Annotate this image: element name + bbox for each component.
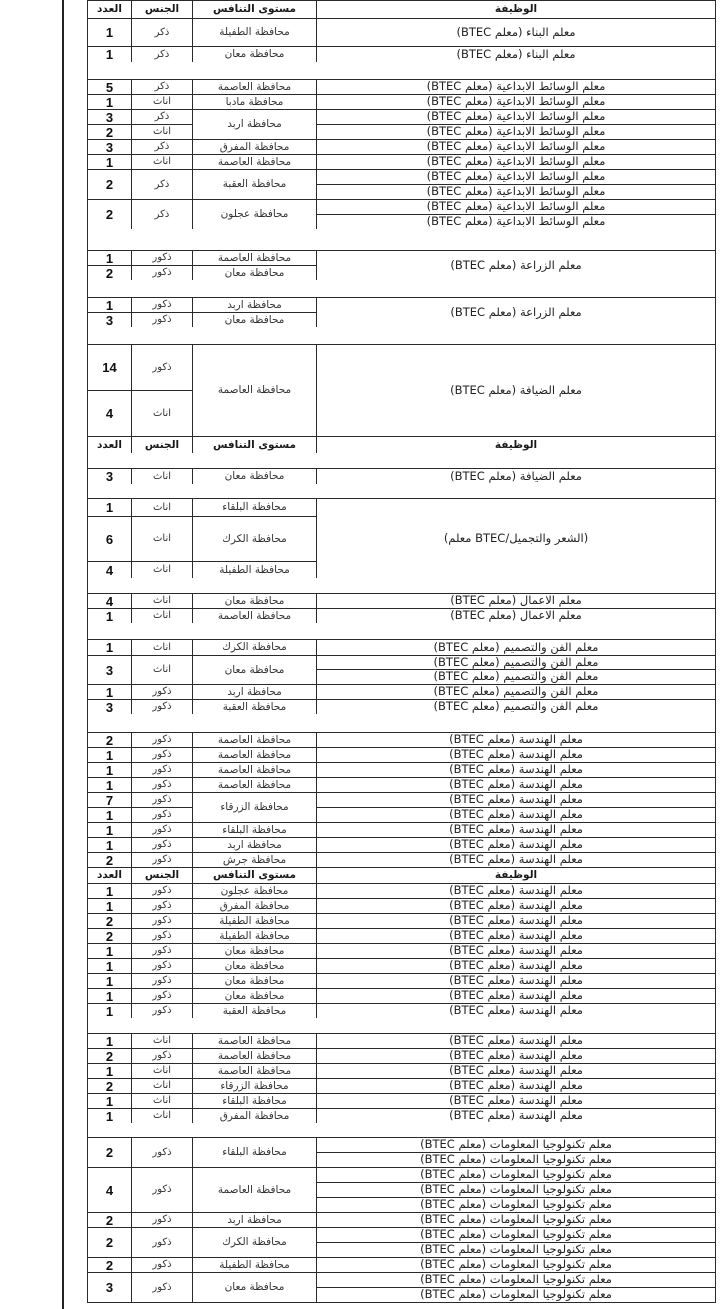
job-title-cell: معلم الهندسة (معلم BTEC) [316, 898, 716, 914]
gender-cell: ذكور [131, 747, 193, 763]
competition-level-cell: محافظة العاصمة [192, 732, 317, 748]
competition-level-cell: محافظة العاصمة [192, 154, 317, 170]
competition-level-cell: محافظة المفرق [192, 1108, 317, 1124]
gender-cell: ذكر [131, 199, 193, 230]
job-title-cell: معلم الهندسة (معلم BTEC) [316, 762, 716, 778]
job-title-cell: معلم الضيافة (معلم BTEC) [316, 468, 716, 485]
count-cell: 2 [87, 169, 132, 200]
count-cell: 1 [87, 943, 132, 959]
gender-cell: ذكور [131, 913, 193, 929]
gender-cell: ذكور [131, 699, 193, 715]
job-title-cell: معلم تكنولوجيا المعلومات (معلم BTEC) [316, 1227, 716, 1243]
job-title-cell: معلم الوسائط الابداعية (معلم BTEC) [316, 79, 716, 95]
count-cell: 2 [87, 852, 132, 868]
count-cell: 3 [87, 109, 132, 125]
gender-cell: ذكور [131, 822, 193, 838]
count-cell: 4 [87, 593, 132, 609]
gender-cell: ذكور [131, 1272, 193, 1303]
count-cell: 2 [87, 928, 132, 944]
gender-cell: اناث [131, 498, 193, 517]
section-spacer [87, 1123, 716, 1137]
gender-cell: ذكر [131, 109, 193, 125]
job-title-cell: معلم الهندسة (معلم BTEC) [316, 852, 716, 868]
count-cell: 2 [87, 1227, 132, 1258]
gender-cell: ذكور [131, 852, 193, 868]
job-title-cell: معلم الفن والتصميم (معلم BTEC) [316, 699, 716, 715]
gender-cell: اناث [131, 1093, 193, 1109]
job-title-cell: معلم الاعمال (معلم BTEC) [316, 593, 716, 609]
job-title-cell: معلم الوسائط الابداعية (معلم BTEC) [316, 184, 716, 200]
competition-level-cell: محافظة البلقاء [192, 1093, 317, 1109]
job-title-cell: معلم الهندسة (معلم BTEC) [316, 973, 716, 989]
count-cell: 1 [87, 94, 132, 110]
count-cell: 2 [87, 1078, 132, 1094]
gender-cell: ذكور [131, 250, 193, 266]
job-title-cell: معلم البناء (معلم BTEC) [316, 18, 716, 47]
count-cell: 1 [87, 498, 132, 517]
competition-level-cell: محافظة العاصمة [192, 747, 317, 763]
competition-level-cell: محافظة العاصمة [192, 344, 317, 437]
competition-level-cell: محافظة الزرقاء [192, 792, 317, 823]
competition-level-cell: محافظة العقبة [192, 1003, 317, 1019]
gender-cell: ذكر [131, 139, 193, 155]
count-cell: 6 [87, 516, 132, 562]
header-job: الوظيفة [316, 867, 716, 884]
header-count: العدد [87, 436, 132, 454]
gender-cell: ذكور [131, 792, 193, 808]
competition-level-cell: محافظة معان [192, 958, 317, 974]
gender-cell: ذكور [131, 265, 193, 281]
job-title-cell: معلم الهندسة (معلم BTEC) [316, 958, 716, 974]
job-title-cell: معلم الهندسة (معلم BTEC) [316, 1033, 716, 1049]
header-gender: الجنس [131, 0, 193, 19]
job-title-cell: معلم الهندسة (معلم BTEC) [316, 883, 716, 899]
gender-cell: اناث [131, 94, 193, 110]
job-title-cell: معلم تكنولوجيا المعلومات (معلم BTEC) [316, 1182, 716, 1198]
competition-level-cell: محافظة جرش [192, 852, 317, 868]
job-title-cell: معلم الهندسة (معلم BTEC) [316, 807, 716, 823]
gender-cell: اناث [131, 124, 193, 140]
count-cell: 1 [87, 988, 132, 1004]
job-title-cell: معلم تكنولوجيا المعلومات (معلم BTEC) [316, 1137, 716, 1153]
count-cell: 7 [87, 792, 132, 808]
gender-cell: ذكور [131, 988, 193, 1004]
count-cell: 1 [87, 777, 132, 793]
job-title-cell: معلم الهندسة (معلم BTEC) [316, 747, 716, 763]
job-title-cell: معلم الهندسة (معلم BTEC) [316, 732, 716, 748]
header-level: مستوى التنافس [192, 867, 317, 884]
gender-cell: اناث [131, 608, 193, 624]
header-gender: الجنس [131, 436, 193, 454]
job-title-cell: معلم الوسائط الابداعية (معلم BTEC) [316, 94, 716, 110]
count-cell: 1 [87, 297, 132, 313]
job-title-cell: معلم الهندسة (معلم BTEC) [316, 792, 716, 808]
gender-cell: ذكور [131, 1257, 193, 1273]
count-cell: 3 [87, 1272, 132, 1303]
count-cell: 2 [87, 732, 132, 748]
job-title-cell: معلم الوسائط الابداعية (معلم BTEC) [316, 124, 716, 140]
job-title-cell: معلم الهندسة (معلم BTEC) [316, 1078, 716, 1094]
gender-cell: ذكور [131, 1227, 193, 1258]
header-job: الوظيفة [316, 436, 716, 454]
competition-level-cell: محافظة اربد [192, 684, 317, 700]
job-title-cell: معلم تكنولوجيا المعلومات (معلم BTEC) [316, 1167, 716, 1183]
count-cell: 1 [87, 154, 132, 170]
competition-level-cell: محافظة العقبة [192, 169, 317, 200]
gender-cell: ذكور [131, 1048, 193, 1064]
document-page [64, 0, 720, 1309]
gender-cell: اناث [131, 468, 193, 485]
gender-cell: اناث [131, 593, 193, 609]
competition-level-cell: محافظة المفرق [192, 139, 317, 155]
count-cell: 1 [87, 958, 132, 974]
competition-level-cell: محافظة معان [192, 655, 317, 685]
header-count: العدد [87, 867, 132, 884]
job-title-cell: معلم الفن والتصميم (معلم BTEC) [316, 655, 716, 670]
section-spacer [87, 1018, 716, 1033]
vacancies-table [87, 0, 720, 1309]
competition-level-cell: محافظة اربد [192, 109, 317, 140]
job-title-cell: معلم الهندسة (معلم BTEC) [316, 1093, 716, 1109]
count-cell: 2 [87, 1137, 132, 1168]
header-level: مستوى التنافس [192, 436, 317, 454]
job-title-cell: معلم تكنولوجيا المعلومات (معلم BTEC) [316, 1242, 716, 1258]
section-spacer [87, 327, 716, 344]
gender-cell: ذكور [131, 777, 193, 793]
job-title-cell: معلم الاعمال (معلم BTEC) [316, 608, 716, 624]
competition-level-cell: محافظة معان [192, 312, 317, 328]
section-spacer [87, 280, 716, 297]
count-cell: 2 [87, 913, 132, 929]
job-title-cell: معلم تكنولوجيا المعلومات (معلم BTEC) [316, 1272, 716, 1288]
competition-level-cell: محافظة الزرقاء [192, 1078, 317, 1094]
count-cell: 1 [87, 762, 132, 778]
job-title-cell: معلم الهندسة (معلم BTEC) [316, 1063, 716, 1079]
gender-cell: ذكر [131, 18, 193, 47]
competition-level-cell: محافظة اربد [192, 837, 317, 853]
competition-level-cell: محافظة الكرك [192, 1227, 317, 1258]
count-cell: 1 [87, 1093, 132, 1109]
job-title-cell: معلم الهندسة (معلم BTEC) [316, 1108, 716, 1124]
job-title-cell: معلم الهندسة (معلم BTEC) [316, 913, 716, 929]
competition-level-cell: محافظة العاصمة [192, 1033, 317, 1049]
count-cell: 1 [87, 639, 132, 656]
count-cell: 3 [87, 312, 132, 328]
count-cell: 1 [87, 883, 132, 899]
competition-level-cell: محافظة الكرك [192, 639, 317, 656]
job-title-cell: معلم الهندسة (معلم BTEC) [316, 837, 716, 853]
competition-level-cell: محافظة الطفيلة [192, 928, 317, 944]
gender-cell: ذكر [131, 46, 193, 63]
competition-level-cell: محافظة معان [192, 468, 317, 485]
gender-cell: اناث [131, 154, 193, 170]
count-cell: 1 [87, 837, 132, 853]
competition-level-cell: محافظة عجلون [192, 883, 317, 899]
job-title-cell: معلم الفن والتصميم (معلم BTEC) [316, 669, 716, 685]
gender-cell: اناث [131, 1108, 193, 1124]
job-title-cell: معلم الزراعة (معلم BTEC) [316, 297, 716, 328]
gender-cell: ذكور [131, 762, 193, 778]
gender-cell: ذكر [131, 79, 193, 95]
gender-cell: ذكور [131, 883, 193, 899]
competition-level-cell: محافظة معان [192, 973, 317, 989]
gender-cell: اناث [131, 655, 193, 685]
count-cell: 1 [87, 1003, 132, 1019]
gender-cell: ذكور [131, 732, 193, 748]
gender-cell: ذكور [131, 837, 193, 853]
competition-level-cell: محافظة البلقاء [192, 822, 317, 838]
gender-cell: ذكور [131, 973, 193, 989]
competition-level-cell: محافظة الكرك [192, 516, 317, 562]
gender-cell: ذكور [131, 1137, 193, 1168]
competition-level-cell: محافظة اربد [192, 297, 317, 313]
gender-cell: ذكر [131, 169, 193, 200]
competition-level-cell: محافظة البلقاء [192, 498, 317, 517]
gender-cell: اناث [131, 1078, 193, 1094]
job-title-cell: (الشعر والتجميل/BTEC معلم) [316, 498, 716, 579]
job-title-cell: معلم الوسائط الابداعية (معلم BTEC) [316, 109, 716, 125]
count-cell: 1 [87, 608, 132, 624]
count-cell: 3 [87, 655, 132, 685]
gender-cell: اناث [131, 516, 193, 562]
count-cell: 5 [87, 79, 132, 95]
job-title-cell: معلم تكنولوجيا المعلومات (معلم BTEC) [316, 1197, 716, 1213]
competition-level-cell: محافظة الطفيلة [192, 18, 317, 47]
job-title-cell: معلم الهندسة (معلم BTEC) [316, 943, 716, 959]
count-cell: 1 [87, 1108, 132, 1124]
section-spacer [87, 714, 716, 732]
competition-level-cell: محافظة الطفيلة [192, 913, 317, 929]
section-spacer [87, 623, 716, 639]
competition-level-cell: محافظة العاصمة [192, 1048, 317, 1064]
count-cell: 2 [87, 124, 132, 140]
competition-level-cell: محافظة العاصمة [192, 79, 317, 95]
section-spacer [87, 62, 716, 79]
competition-level-cell: محافظة الطفيلة [192, 561, 317, 579]
count-cell: 3 [87, 139, 132, 155]
count-cell: 2 [87, 1048, 132, 1064]
competition-level-cell: محافظة العاصمة [192, 1167, 317, 1213]
job-title-cell: معلم الوسائط الابداعية (معلم BTEC) [316, 214, 716, 230]
job-title-cell: معلم الهندسة (معلم BTEC) [316, 822, 716, 838]
competition-level-cell: محافظة معان [192, 1272, 317, 1303]
competition-level-cell: محافظة المفرق [192, 898, 317, 914]
gender-cell: اناث [131, 1063, 193, 1079]
count-cell: 1 [87, 898, 132, 914]
job-title-cell: معلم تكنولوجيا المعلومات (معلم BTEC) [316, 1152, 716, 1168]
gender-cell: ذكور [131, 928, 193, 944]
count-cell: 1 [87, 747, 132, 763]
competition-level-cell: محافظة العاصمة [192, 777, 317, 793]
job-title-cell: معلم الهندسة (معلم BTEC) [316, 777, 716, 793]
count-cell: 4 [87, 390, 132, 437]
competition-level-cell: محافظة البلقاء [192, 1137, 317, 1168]
count-cell: 4 [87, 561, 132, 579]
job-title-cell: معلم الهندسة (معلم BTEC) [316, 1048, 716, 1064]
gender-cell: اناث [131, 561, 193, 579]
count-cell: 2 [87, 1212, 132, 1228]
job-title-cell: معلم تكنولوجيا المعلومات (معلم BTEC) [316, 1212, 716, 1228]
competition-level-cell: محافظة العاصمة [192, 1063, 317, 1079]
header-level: مستوى التنافس [192, 0, 317, 19]
count-cell: 2 [87, 199, 132, 230]
header-job: الوظيفة [316, 0, 716, 19]
competition-level-cell: محافظة العاصمة [192, 762, 317, 778]
section-spacer [87, 578, 716, 593]
count-cell: 1 [87, 807, 132, 823]
section-spacer [87, 453, 716, 468]
job-title-cell: معلم الوسائط الابداعية (معلم BTEC) [316, 154, 716, 170]
job-title-cell: معلم الهندسة (معلم BTEC) [316, 1003, 716, 1019]
count-cell: 1 [87, 46, 132, 63]
competition-level-cell: محافظة مادبا [192, 94, 317, 110]
job-title-cell: معلم تكنولوجيا المعلومات (معلم BTEC) [316, 1287, 716, 1303]
count-cell: 1 [87, 18, 132, 47]
count-cell: 1 [87, 973, 132, 989]
count-cell: 1 [87, 1063, 132, 1079]
job-title-cell: معلم الوسائط الابداعية (معلم BTEC) [316, 139, 716, 155]
gender-cell: اناث [131, 639, 193, 656]
count-cell: 14 [87, 344, 132, 391]
competition-level-cell: محافظة الطفيلة [192, 1257, 317, 1273]
gender-cell: ذكور [131, 958, 193, 974]
gender-cell: ذكور [131, 807, 193, 823]
header-count: العدد [87, 0, 132, 19]
count-cell: 1 [87, 250, 132, 266]
competition-level-cell: محافظة العقبة [192, 699, 317, 715]
competition-level-cell: محافظة معان [192, 265, 317, 281]
gender-cell: ذكور [131, 344, 193, 391]
job-title-cell: معلم الفن والتصميم (معلم BTEC) [316, 684, 716, 700]
job-title-cell: معلم الزراعة (معلم BTEC) [316, 250, 716, 281]
competition-level-cell: محافظة اربد [192, 1212, 317, 1228]
gender-cell: ذكور [131, 312, 193, 328]
count-cell: 4 [87, 1167, 132, 1213]
job-title-cell: معلم تكنولوجيا المعلومات (معلم BTEC) [316, 1257, 716, 1273]
count-cell: 3 [87, 468, 132, 485]
competition-level-cell: محافظة العاصمة [192, 250, 317, 266]
job-title-cell: معلم الوسائط الابداعية (معلم BTEC) [316, 199, 716, 215]
count-cell: 2 [87, 1257, 132, 1273]
competition-level-cell: محافظة معان [192, 943, 317, 959]
gender-cell: ذكور [131, 297, 193, 313]
job-title-cell: معلم الهندسة (معلم BTEC) [316, 988, 716, 1004]
count-cell: 1 [87, 822, 132, 838]
gender-cell: ذكور [131, 1167, 193, 1213]
gender-cell: ذكور [131, 1003, 193, 1019]
competition-level-cell: محافظة العاصمة [192, 608, 317, 624]
count-cell: 1 [87, 1033, 132, 1049]
job-title-cell: معلم الوسائط الابداعية (معلم BTEC) [316, 169, 716, 185]
gender-cell: ذكور [131, 1212, 193, 1228]
job-title-cell: معلم الهندسة (معلم BTEC) [316, 928, 716, 944]
gender-cell: ذكور [131, 684, 193, 700]
gender-cell: ذكور [131, 898, 193, 914]
competition-level-cell: محافظة معان [192, 988, 317, 1004]
gender-cell: اناث [131, 390, 193, 437]
competition-level-cell: محافظة عجلون [192, 199, 317, 230]
gender-cell: ذكور [131, 943, 193, 959]
count-cell: 2 [87, 265, 132, 281]
job-title-cell: معلم الضيافة (معلم BTEC) [316, 344, 716, 437]
gender-cell: اناث [131, 1033, 193, 1049]
job-title-cell: معلم الفن والتصميم (معلم BTEC) [316, 639, 716, 656]
section-spacer [87, 484, 716, 498]
job-title-cell: معلم البناء (معلم BTEC) [316, 46, 716, 63]
competition-level-cell: محافظة معان [192, 593, 317, 609]
left-margin-border [0, 0, 64, 1309]
competition-level-cell: محافظة معان [192, 46, 317, 63]
count-cell: 1 [87, 684, 132, 700]
section-spacer [87, 229, 716, 250]
header-gender: الجنس [131, 867, 193, 884]
count-cell: 3 [87, 699, 132, 715]
